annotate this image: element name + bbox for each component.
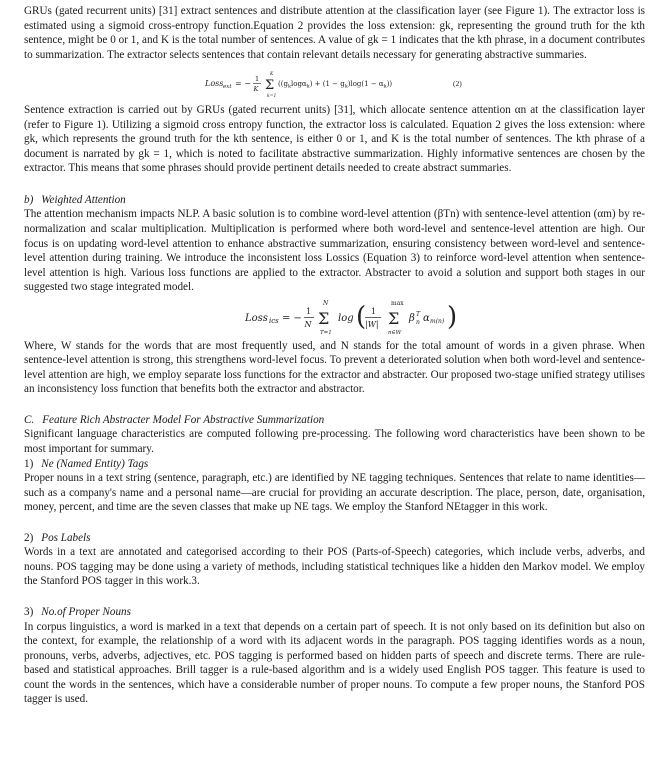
eq2-equals: = − <box>234 79 251 89</box>
eq3-paren-right: ) <box>446 301 457 332</box>
eq3-equals: = − <box>281 312 302 324</box>
paragraph-extractor-loss: GRUs (gated recurrent units) [31] extract sentences and distribute attention at the classification layer (see Figure 1). The extractor loss is estimated using a sigmoid cross-entropy function.Equation 2 provides the loss extension: gk, representing the ground truth for the kth sentence, might be 0 or 1, and K is the total number of sentences. A value of gk = 1 indicates that the kth phrase, in a document contributes to summarization. The extractor selects sentences that contain relevant details necessary for generating abstractive summaries. <box>24 5 645 61</box>
eq3-sum1-upper: N <box>322 299 328 307</box>
heading-ne-tags-number: 1) <box>24 457 34 470</box>
eq3-frac1-num: 1 <box>305 306 311 316</box>
paragraph-proper-nouns: In corpus linguistics, a word is marked in a text that depends on a certain part of speech. It is not only based on its definition but also on the context, for example, the relationship of a word with its adjacent words in the paragraph. POS tagging identifies words as a noun, pronouns, verbs, adverbs, adjectives, etc. POS tagging is performed based on hidden parts of speech and discrete terms. There are rule-based and statistical approaches. Brill tagger is a rule-based algorithm and is a widely used English POS tagger. This feature is used to count the words in the sentences, which have a considerable number of proper nouns. To compute a few proper nouns, the Stanford POS tagger is used. <box>24 620 645 706</box>
paragraph-ne-tags: Proper nouns in a text string (sentence, paragraph, etc.) are identified by NE tagging techniques. Sentences that relate to name identities—such as a company's name and a personal name—are crucial for providing an accurate description. The place, person, date, organisation, money, percent, and time are the seven classes that make up NE tags. We employ the Stanford NEtagger in this work. <box>24 472 645 514</box>
heading-feature-rich-title: Feature Rich Abstracter Model For Abstractive Summarization <box>42 413 325 426</box>
eq2-lhs: Loss <box>204 79 223 89</box>
paragraph-pos-labels: Words in a text are annotated and categorised according to their POS (Parts-of-Speech) categories, which include verbs, adverbs, and nouns. POS tagging may be done using a variety of methods, including statistical techniques like a hidden den Markov model. We employ the Stanford POS tagger in this work.3. <box>24 546 645 588</box>
heading-ne-tags <box>24 457 645 472</box>
heading-weighted-attention <box>24 193 645 208</box>
equation-3 <box>24 295 645 339</box>
eq3-sum1-lower: T=1 <box>319 329 332 336</box>
eq2-sum-lower: k=1 <box>266 94 276 100</box>
eq3-lhs-sub: ics <box>268 316 279 325</box>
heading-pos-labels-title: Pos Labels <box>41 531 91 544</box>
eq3-lhs: Loss <box>244 312 268 324</box>
eq3-frac1-den: N <box>304 319 311 329</box>
eq3-sum2-lower: n∈W <box>387 329 401 336</box>
eq2-sum-sign: Σ <box>264 78 274 94</box>
eq3-sum2-sign: Σ <box>387 308 399 328</box>
paragraph-equation-explanation: Where, W stands for the words that are most frequently used, and N stands for the total amount of words in a given phrase. When sentence-level attention is strong, this strengthens word-level focus. To prevent a deteriorated solution when both word-level and sentence-level attention are high, we employ separate loss functions for the extractor and abstracter. Our proposed two-stage unified strategy utilises an inconsistency loss function that benefits both the extractor and abstractor. <box>24 339 645 396</box>
heading-proper-nouns-number: 3) <box>24 605 34 618</box>
eq3-log: log <box>337 312 354 324</box>
heading-ne-tags-title: Ne (Named Entity) Tags <box>41 457 149 470</box>
heading-feature-rich <box>24 413 645 428</box>
equation-2-svg <box>185 68 485 100</box>
eq3-paren-left: ( <box>355 301 366 332</box>
eq3-frac2-den: |W| <box>364 319 379 329</box>
eq3-alpha-sub: m(n) <box>429 317 444 325</box>
heading-pos-labels-number: 2) <box>24 531 34 544</box>
eq3-beta-sup: T <box>415 310 420 318</box>
eq3-beta-sub: n <box>415 318 420 326</box>
heading-pos-labels <box>24 531 645 546</box>
eq2-lhs-sub: ext <box>222 84 232 91</box>
equation-2 <box>24 68 645 100</box>
heading-feature-rich-number: C. <box>24 413 35 426</box>
equation-3-svg <box>175 295 495 339</box>
eq2-number: (2) <box>452 79 462 89</box>
heading-weighted-attention-title: Weighted Attention <box>41 193 126 206</box>
eq3-frac2-num: 1 <box>370 306 376 316</box>
eq3-alpha: α <box>422 312 430 324</box>
eq3-sum1-sign: Σ <box>317 308 329 328</box>
heading-proper-nouns-title: No.of Proper Nouns <box>41 605 131 618</box>
eq2-frac-den: K <box>253 85 258 94</box>
paragraph-weighted-attention: The attention mechanism impacts NLP. A basic solution is to combine word-level attention (βTn) with sentence-level attention (αm) by re-normalization and scalar multiplication. Multiplication is performed where both word-level and sentence-level attention are high. Our focus is on updating word-level attention to enhance abstractive summarization, ensuring consistency between word-level and sentence-level attention during training. We introduce the inconsistent loss Lossics (Equation 3) to reinforce word-level attention when sentence-level attention is high. Various loss functions are applied to the extractor. Abstracter to avoid a solution and support both stages in our suggested two stage integrated model. <box>24 208 645 294</box>
paragraph-sentence-extraction: Sentence extraction is carried out by GRUs (gated recurrent units) [31], which allocate sentence attention αn at the classification layer (refer to Figure 1). Utilizing a sigmoid cross entropy function, the extractor loss is calculated. Equation 2 gives the loss extension: where gk, which represents the ground truth for the kth sentence, is either 0 or 1, and K is the total number of sentences. The kth phrase of a document is narrated by gk = 1, which is noted to facilitate abstractive summarization. Highly informative sentences are chosen by the extractor. This means that some phrases should provide pertinent details needed to create abstract summaries. <box>24 104 645 175</box>
eq3-sum2-upper: max <box>390 299 404 307</box>
heading-weighted-attention-number: b) <box>24 193 34 206</box>
eq2-body: $((g_k\log\alpha_k) + (1 - g_k)\log(1 - \alpha_k))$ <box>277 80 392 90</box>
paragraph-feature-intro: Significant language characteristics are computed following pre-processing. The following word characteristics have been shown to be most important for summary. <box>24 428 645 456</box>
eq2-sum-upper: K <box>269 72 273 78</box>
eq3-beta: β <box>408 312 415 324</box>
eq2-frac-num: 1 <box>254 75 259 84</box>
heading-proper-nouns <box>24 605 645 620</box>
